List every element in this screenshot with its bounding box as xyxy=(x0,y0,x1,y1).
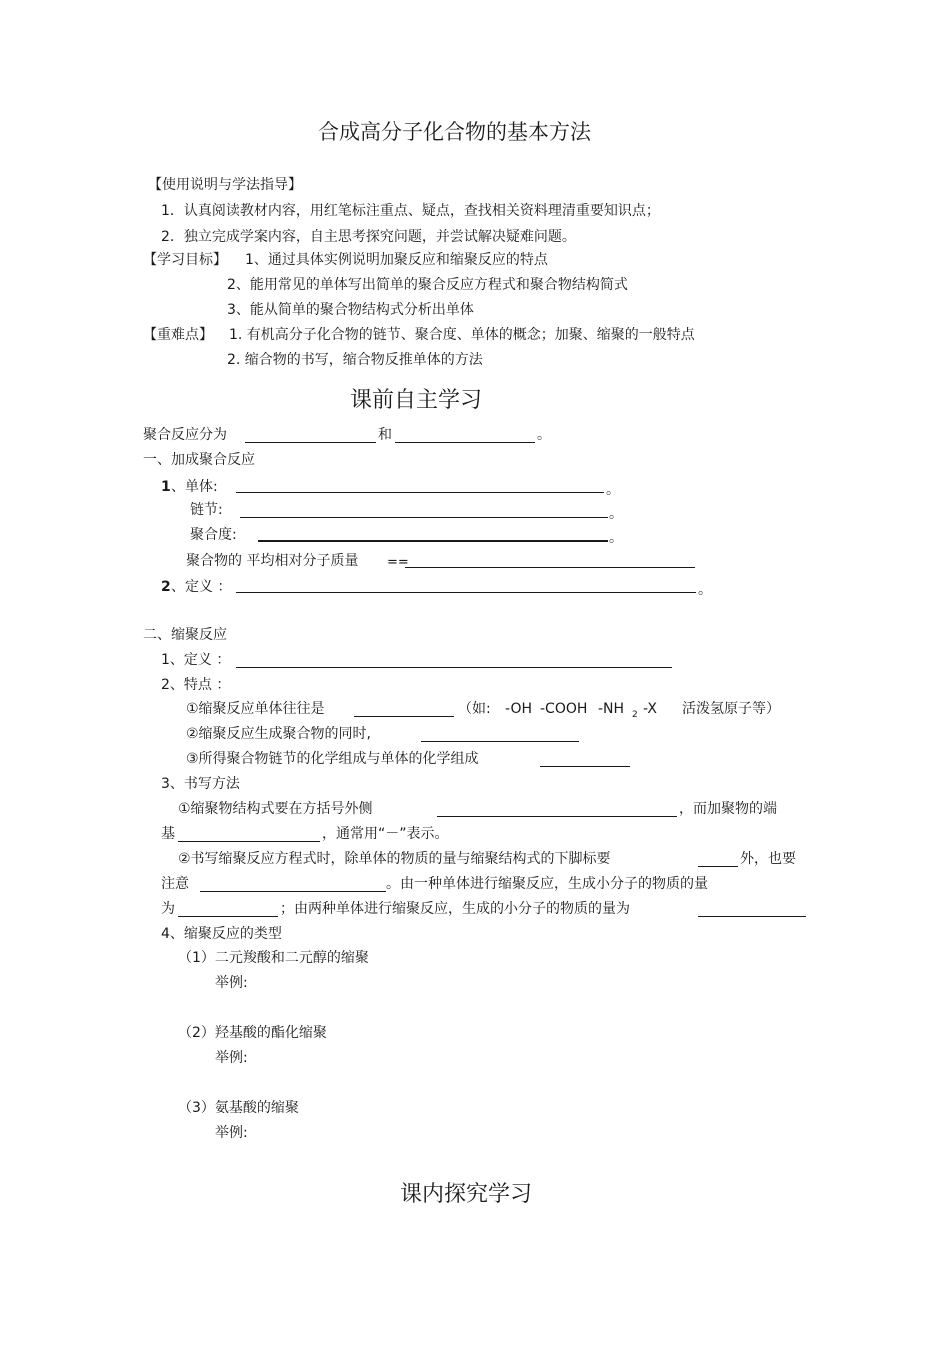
feature-2-text: ②缩聚反应生成聚合物的同时, xyxy=(186,726,372,742)
addition-heading: 一、加成聚合反应 xyxy=(143,452,255,468)
period: 。 xyxy=(609,530,623,546)
example-label: 举例: xyxy=(215,1125,248,1141)
goal-item: 2、能用常见的单体写出简单的聚合反应方程式和聚合物结构简式 xyxy=(227,277,628,293)
usage-heading: 【使用说明与学法指导】 xyxy=(148,177,302,193)
goal-item: 1、通过具体实例说明加聚反应和缩聚反应的特点 xyxy=(245,252,548,268)
polymerization-type-blank-1[interactable] xyxy=(245,442,376,443)
definition-label: 、定义 ： xyxy=(171,579,232,595)
writing-2-end: 外，也要 xyxy=(740,851,796,867)
writing-1-blank[interactable] xyxy=(437,816,677,817)
usage-item: 2．独立完成学案内容，自主思考探究问题，并尝试解决疑难问题。 xyxy=(161,229,576,245)
writing-2-text: ②书写缩聚反应方程式时，除单体的物质的量与缩聚结构式的下脚标要 xyxy=(178,851,611,867)
keypoint-item: 1. 有机高分子化合物的链节、聚合度、单体的概念；加聚、缩聚的一般特点 xyxy=(229,327,695,343)
example-label: 举例: xyxy=(215,975,248,991)
period: 。 xyxy=(606,482,620,498)
and-text: 和 xyxy=(378,427,392,443)
writing-1-cont-blank[interactable] xyxy=(178,841,320,842)
goals-heading: 【学习目标】 xyxy=(143,252,227,268)
writing-3-mid: ；由两种单体进行缩聚反应，生成的小分子的物质的量为 xyxy=(280,901,630,917)
group-x: -X xyxy=(643,701,657,717)
condensation-type-label: （1）二元羧酸和二元醇的缩聚 xyxy=(178,950,369,966)
writing-2-cont-start: 注意 xyxy=(161,876,189,892)
condensation-heading: 二、缩聚反应 xyxy=(143,627,227,643)
features-label: 2、特点 ： xyxy=(161,677,231,693)
condensation-types-label: 4、缩聚反应的类型 xyxy=(161,926,282,942)
subscript-2: 2 xyxy=(632,710,638,720)
molar-mass-label: 聚合物的 平均相对分子质量 xyxy=(186,553,359,569)
writing-3-blank-2[interactable] xyxy=(698,916,806,917)
goal-item: 3、能从简单的聚合物结构式分析出单体 xyxy=(227,302,474,318)
inclass-title: 课内探究学习 xyxy=(400,1182,533,1207)
degree-label: 聚合度: xyxy=(190,527,237,543)
keypoints-heading: 【重难点】 xyxy=(143,327,213,343)
condensation-definition-blank[interactable] xyxy=(236,667,672,668)
writing-2-cont-end: 。由一种单体进行缩聚反应，生成小分子的物质的量 xyxy=(386,876,708,892)
feature-1-blank[interactable] xyxy=(354,716,454,717)
condensation-definition-label: 1、定义 ： xyxy=(161,652,231,668)
item-number: 2 xyxy=(161,579,171,595)
writing-2-blank[interactable] xyxy=(698,866,738,867)
molar-mass-blank[interactable] xyxy=(405,567,695,568)
writing-2-cont-blank[interactable] xyxy=(200,891,386,892)
page-title: 合成高分子化合物的基本方法 xyxy=(318,120,591,144)
writing-1-end: ，而加聚物的端 xyxy=(679,801,777,817)
chain-unit-label: 链节: xyxy=(190,502,223,518)
keypoint-item: 2. 缩合物的书写，缩合物反推单体的方法 xyxy=(227,352,483,368)
writing-1-cont-end: ，通常用“－”表示。 xyxy=(322,826,449,842)
period: 。 xyxy=(609,506,623,522)
group-nh: -NH xyxy=(598,701,625,717)
feature-1-text: ①缩聚反应单体往往是 xyxy=(186,701,325,717)
usage-item: 1．认真阅读教材内容，用红笔标注重点、疑点，查找相关资料理清重要知识点； xyxy=(161,203,660,219)
condensation-type-label: （3）氨基酸的缩聚 xyxy=(178,1100,299,1116)
feature-1-example-prefix: （如: xyxy=(458,701,491,717)
feature-2-blank[interactable] xyxy=(421,741,579,742)
monomer-blank[interactable] xyxy=(236,492,604,493)
writing-1-cont-start: 基 xyxy=(161,826,175,842)
writing-method-label: 3、书写方法 xyxy=(161,776,240,792)
writing-3-blank-1[interactable] xyxy=(178,916,278,917)
polymerization-type-blank-2[interactable] xyxy=(395,442,535,443)
period: 。 xyxy=(698,582,712,598)
feature-3-blank[interactable] xyxy=(540,766,630,767)
writing-3-start: 为 xyxy=(161,901,175,917)
feature-1-suffix: 活泼氢原子等） xyxy=(682,701,780,717)
group-cooh: -COOH xyxy=(540,701,588,717)
chain-unit-blank[interactable] xyxy=(240,517,608,518)
feature-3-text: ③所得聚合物链节的化学组成与单体的化学组成 xyxy=(186,751,479,767)
writing-1-text: ①缩聚物结构式要在方括号外侧 xyxy=(178,801,373,817)
condensation-type-label: （2）羟基酸的酯化缩聚 xyxy=(178,1025,327,1041)
polymerization-types-label: 聚合反应分为 xyxy=(143,427,227,443)
item-number: 1 xyxy=(161,479,171,495)
double-equals: == xyxy=(387,555,409,570)
degree-blank[interactable] xyxy=(258,540,608,542)
example-label: 举例: xyxy=(215,1050,248,1066)
monomer-label: 、单体: xyxy=(171,479,218,495)
definition-blank[interactable] xyxy=(236,592,696,593)
group-oh: -OH xyxy=(505,701,532,717)
preclass-title: 课前自主学习 xyxy=(350,388,483,413)
period: 。 xyxy=(537,427,551,443)
